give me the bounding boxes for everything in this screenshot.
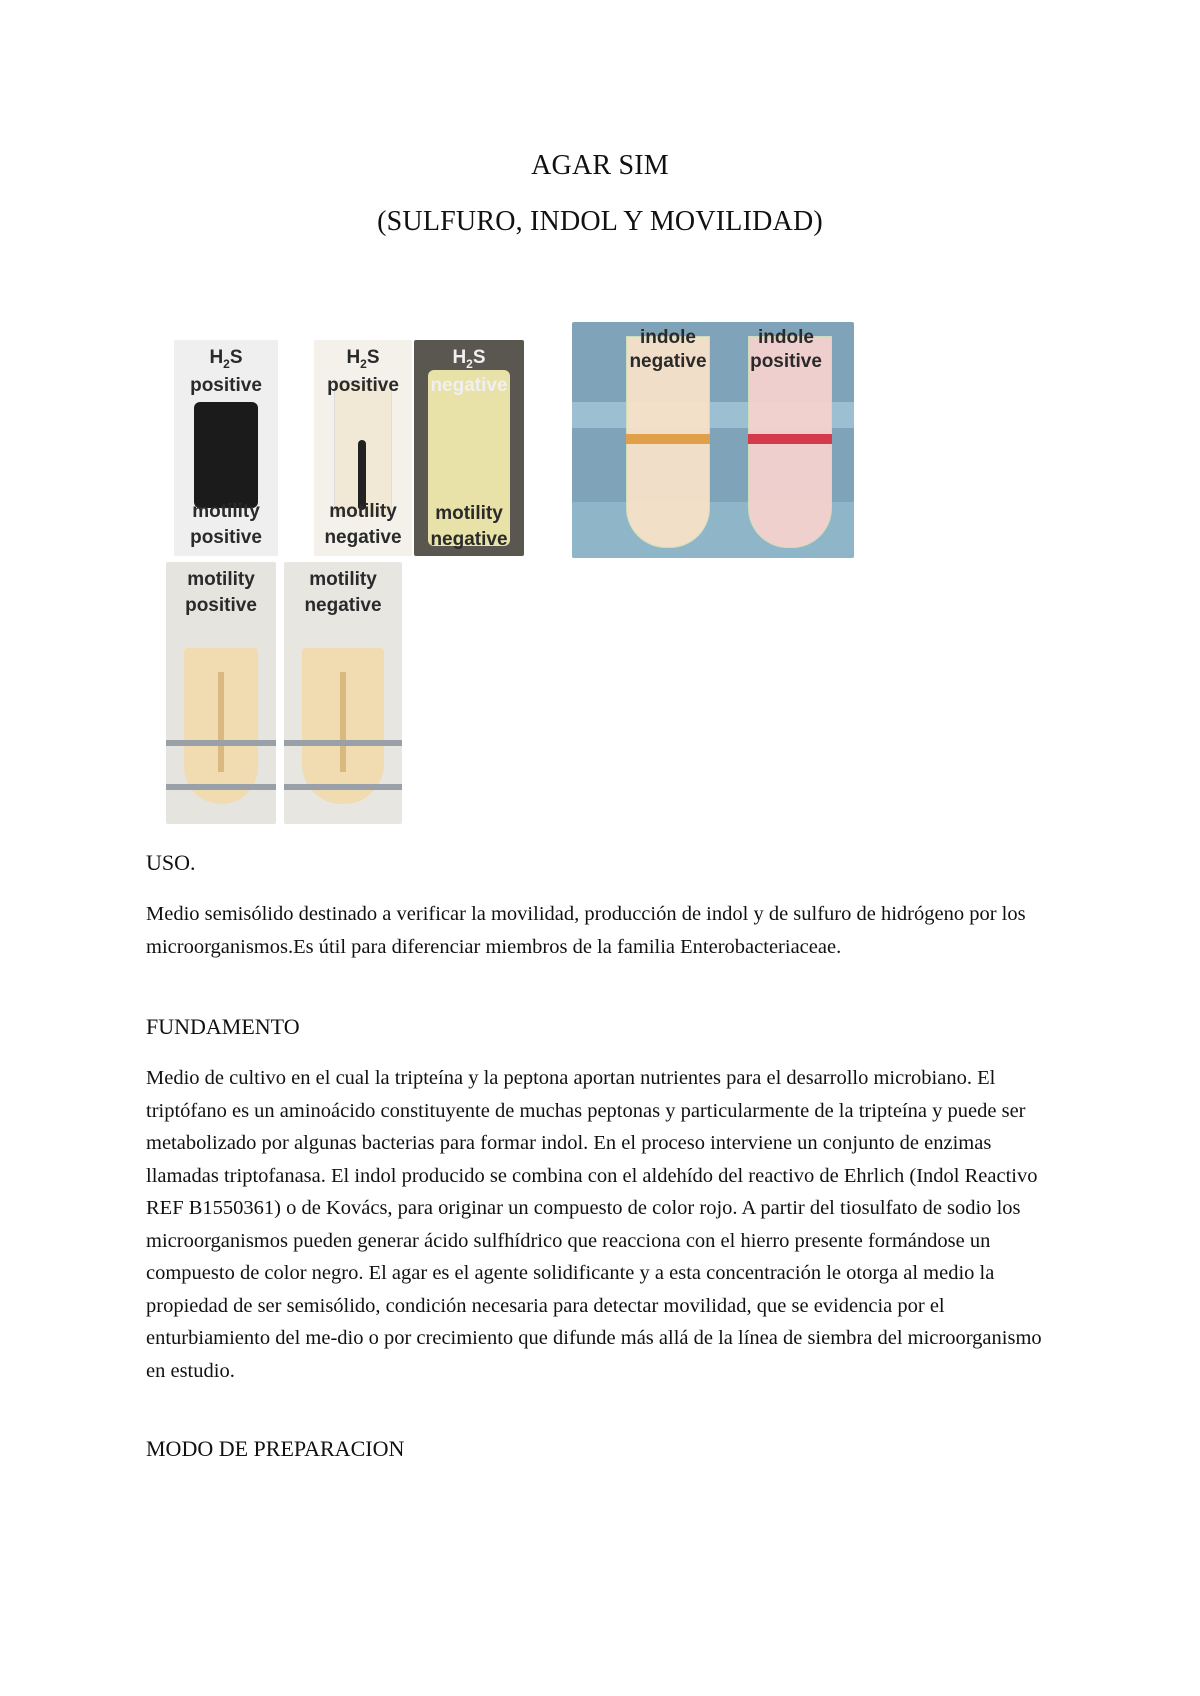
- indole-positive-label-2: positive: [750, 351, 822, 372]
- uso-heading: USO.: [146, 850, 196, 875]
- stab-line: [340, 672, 346, 772]
- motility-positive-photo: [166, 562, 276, 824]
- indole-negative-label-1: indole: [640, 327, 696, 348]
- rack-rod: [284, 740, 402, 746]
- h2s-label: $H_2S$: [452, 347, 486, 371]
- h2s-label: $H_2S$: [209, 347, 243, 371]
- h2s-result-label: negative: [430, 375, 508, 396]
- motility-result-label: negative: [430, 529, 508, 550]
- motility-negative-photo: [284, 562, 402, 824]
- motility-result-label: negative: [324, 527, 402, 548]
- page-subtitle: (SULFURO, INDOL Y MOVILIDAD): [377, 206, 823, 237]
- yellow-ring: [626, 434, 710, 444]
- page-title: AGAR SIM: [531, 150, 669, 181]
- motility-result-label: positive: [185, 595, 257, 616]
- indole-positive-label-1: indole: [758, 327, 814, 348]
- h2s-label: $H_2S$: [346, 347, 380, 371]
- motility-result-label: negative: [304, 595, 382, 616]
- fundamento-paragraph: Medio de cultivo en el cual la tripteína y la peptona aportan nutrientes para el desarrollo microbiano. El triptófano es un aminoácido constituyente de muchas peptonas y particularmente de la tripteína y puede ser metabolizado por algunas bacterias para formar indol. En el proceso interviene un conjunto de enzimas llamadas triptofanasa. El indol producido se combina con el aldehído del reactivo de Ehrlich (Indol Reactivo REF B1550361) o de Kovács, para originar un compuesto de color rojo. A partir del tiosulfato de sodio los microorganismos pueden generar ácido sulfhídrico que reacciona con el hierro presente formándose un compuesto de color negro. El agar es el agente solidificante y a esta concentración le otorga al medio la propiedad de ser semisólido, condición necesaria para detectar movilidad, que se evidencia por el enturbiamiento del me-dio o por crecimiento que difunde más allá de la línea de siembra del microorganismo en estudio.: [146, 1067, 1042, 1382]
- indole-negative-label-2: negative: [629, 351, 707, 372]
- h2s-positive-motility-negative-photo: [314, 340, 412, 556]
- motility-label: motility: [309, 569, 377, 590]
- rack-rod: [284, 784, 402, 790]
- h2s-result-label: positive: [190, 375, 262, 396]
- modo-preparacion-heading: MODO DE PREPARACION: [146, 1436, 405, 1461]
- black-medium: [194, 402, 258, 508]
- motility-label: motility: [435, 503, 503, 524]
- motility-label: motility: [187, 569, 255, 590]
- uso-paragraph: Medio semisólido destinado a verificar la movilidad, producción de indol y de sulfuro de hidrógeno por los microorganismos.Es útil para diferenciar miembros de la familia Enterobacteriaceae.: [146, 903, 1026, 958]
- indole-test-photo: [572, 322, 854, 558]
- stab-line: [218, 672, 224, 772]
- motility-label: motility: [329, 501, 397, 522]
- h2s-result-label: positive: [327, 375, 399, 396]
- h2s-negative-motility-negative-photo: [414, 340, 524, 556]
- fundamento-heading: FUNDAMENTO: [146, 1014, 300, 1039]
- motility-result-label: positive: [190, 527, 262, 548]
- motility-label: motility: [192, 501, 260, 522]
- rack-rod: [166, 784, 276, 790]
- red-ring: [748, 434, 832, 444]
- rack-rod: [166, 740, 276, 746]
- h2s-positive-motility-positive-photo: [174, 340, 278, 556]
